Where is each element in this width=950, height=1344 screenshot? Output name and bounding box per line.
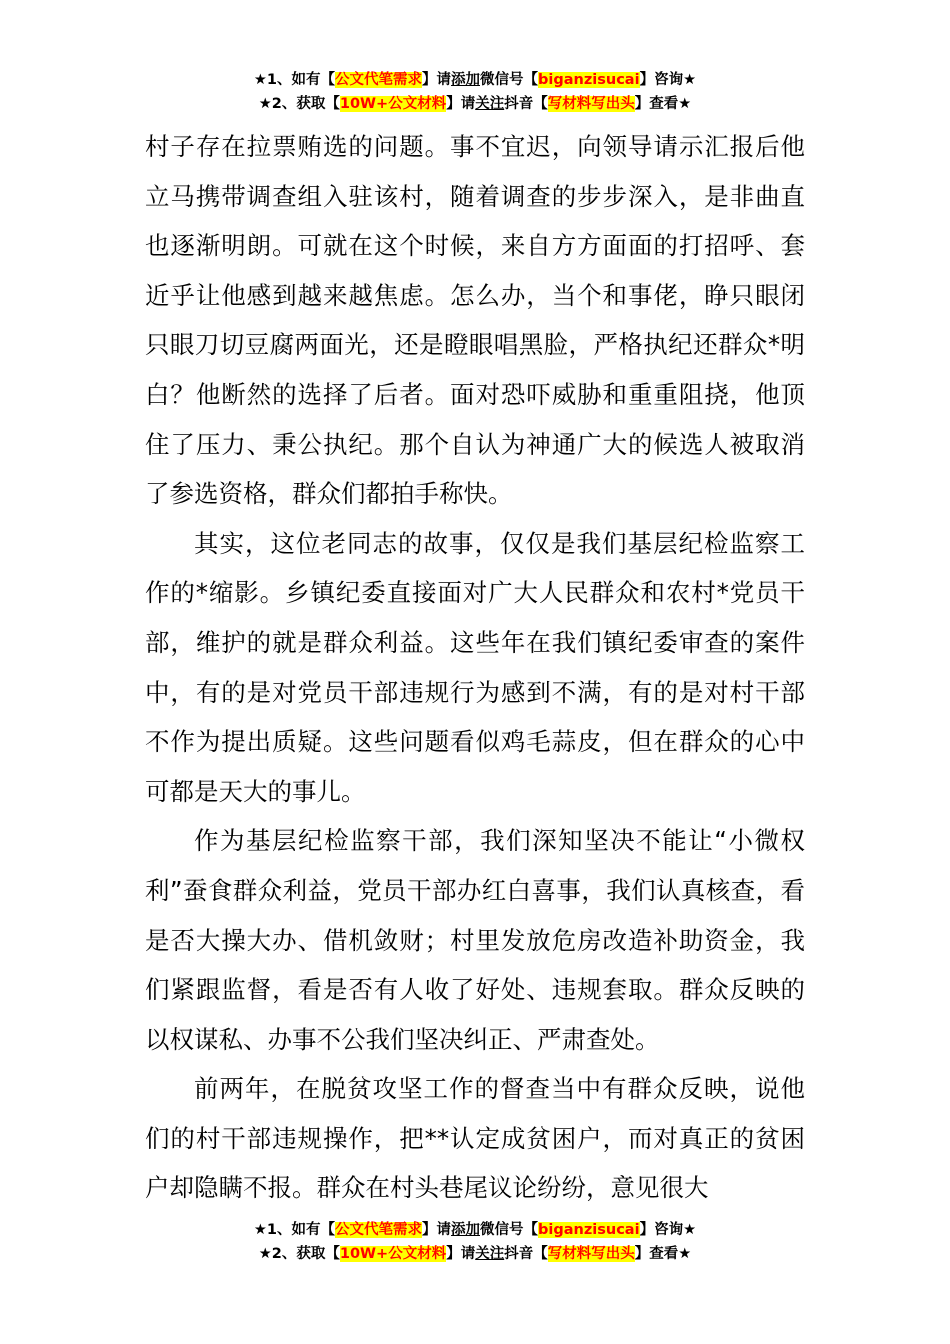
banner-text: 2、获取【 [271, 96, 340, 112]
star-icon: ★ [678, 96, 692, 112]
paragraph: 其实，这位老同志的故事，仅仅是我们基层纪检监察工作的*缩影。乡镇纪委直接面对广大人民群众和农村*党员干部，维护的就是群众利益。这些年在我们镇纪委审查的案件中，有的是对党员干部违规行为感到不满，有的是对村干部不作为提出质疑。这些问题看似鸡毛蒜皮，但在群众的心中可都是天大的事儿。 [145, 528, 805, 806]
highlight-text: 10W+公文材料 [339, 1246, 447, 1262]
footer-banner [0, 1218, 950, 1266]
highlight-text: 10W+公文材料 [339, 96, 447, 112]
document-body [145, 122, 805, 1213]
underlined-text: 关注 [475, 1246, 505, 1262]
banner-text: 1、如有【 [266, 72, 336, 88]
star-icon: ★ [258, 1246, 272, 1262]
banner-text: 】查看 [634, 96, 679, 112]
banner-text: 】请 [446, 96, 476, 112]
banner-line-1 [0, 68, 950, 92]
banner-line-1 [0, 1218, 950, 1242]
paragraph: 前两年，在脱贫攻坚工作的督查当中有群众反映，说他们的村干部违规操作，把**认定成贫困户，而对真正的贫困户却隐瞒不报。群众在村头巷尾议论纷纷，意见很大 [145, 1074, 805, 1203]
banner-text: 2、获取【 [271, 1246, 340, 1262]
banner-text: 】查看 [634, 1246, 679, 1262]
banner-text: 】咨询 [639, 72, 684, 88]
banner-line-2 [0, 92, 950, 116]
banner-text: 1、如有【 [266, 1222, 336, 1238]
banner-text: 】请 [446, 1246, 476, 1262]
underlined-text: 关注 [475, 96, 505, 112]
banner-text: 】请 [422, 72, 452, 88]
underlined-text: 添加 [451, 72, 481, 88]
banner-text: 抖音【 [504, 1246, 548, 1262]
banner-text: 】请 [422, 1222, 452, 1238]
highlight-text: 公文代笔需求 [335, 1222, 423, 1238]
star-icon: ★ [683, 72, 697, 88]
star-icon: ★ [258, 96, 272, 112]
banner-text: 】咨询 [639, 1222, 684, 1238]
banner-text: 抖音【 [504, 96, 548, 112]
wechat-id: biganzisucai [538, 1222, 640, 1238]
star-icon: ★ [253, 72, 267, 88]
header-banner [0, 68, 950, 116]
star-icon: ★ [683, 1222, 697, 1238]
paragraph: 村子存在拉票贿选的问题。事不宜迟，向领导请示汇报后他立马携带调查组入驻该村，随着调查的步步深入，是非曲直也逐渐明朗。可就在这个时候，来自方方面面的打招呼、套近乎让他感到越来越焦虑。怎么办，当个和事佬，睁只眼闭只眼刀切豆腐两面光，还是瞪眼唱黑脸，严格执纪还群众*明白？他断然的选择了后者。面对恐吓威胁和重重阻挠，他顶住了压力、秉公执纪。那个自认为神通广大的候选人被取消了参选资格，群众们都拍手称快。 [145, 132, 805, 509]
paragraph: 作为基层纪检监察干部，我们深知坚决不能让“小微权利”蚕食群众利益，党员干部办红白喜事，我们认真核查，看是否大操大办、借机敛财；村里发放危房改造补助资金，我们紧跟监督，看是否有人收了好处、违规套取。群众反映的以权谋私、办事不公我们坚决纠正、严肃查处。 [145, 826, 805, 1054]
banner-text: 微信号【 [480, 72, 539, 88]
banner-line-2 [0, 1242, 950, 1266]
star-icon: ★ [678, 1246, 692, 1262]
wechat-id: biganzisucai [538, 72, 640, 88]
douyin-account: 写材料写出头 [547, 96, 635, 112]
douyin-account: 写材料写出头 [547, 1246, 635, 1262]
star-icon: ★ [253, 1222, 267, 1238]
underlined-text: 添加 [451, 1222, 481, 1238]
highlight-text: 公文代笔需求 [335, 72, 423, 88]
banner-text: 微信号【 [480, 1222, 539, 1238]
